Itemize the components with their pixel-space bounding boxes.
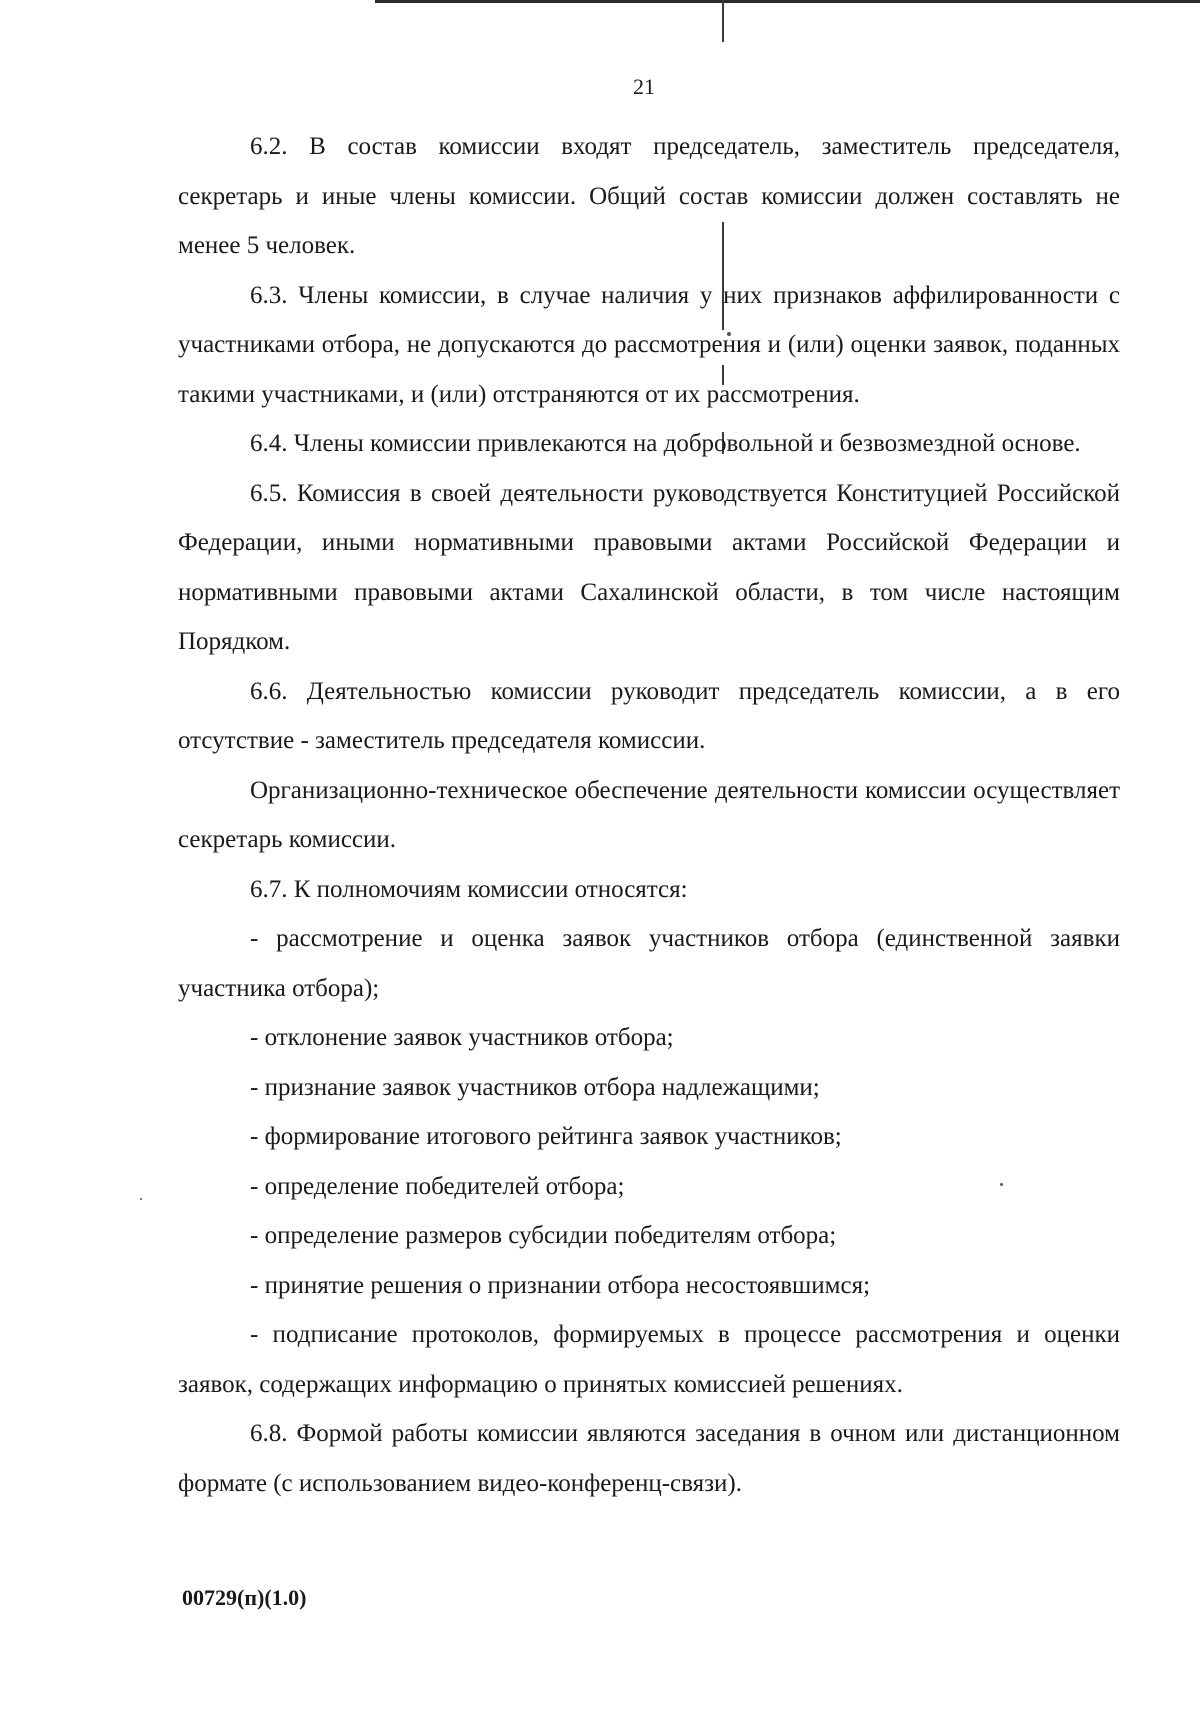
list-item: - признание заявок участников отбора надлежащими; — [250, 1073, 820, 1101]
list-item: - рассмотрение и оценка заявок участников отбора (единственной заявки участника отбора); — [178, 925, 1120, 1002]
paragraph-6-6-secretary: Организационно-техническое обеспечение деятельности комиссии осуществляет секретарь комиссии. — [178, 776, 1120, 853]
paragraph-6-5: 6.5. Комиссия в своей деятельности руководствуется Конституцией Российской Федерации, иными нормативными правовыми актами Российской Федерации и нормативными правовыми актами Сахалинской области, в том числе настоящим Порядком. — [178, 479, 1120, 655]
list-item: - определение победителей отбора; — [250, 1172, 625, 1200]
paragraph-6-4: 6.4. Члены комиссии привлекаются на добровольной и безвозмездной основе. — [250, 430, 1081, 457]
paragraph-6-6: 6.6. Деятельностью комиссии руководит председатель комиссии, а в его отсутствие - заместитель председателя комиссии. — [178, 677, 1120, 754]
list-item: - отклонение заявок участников отбора; — [250, 1024, 674, 1051]
paragraph-6-2: 6.2. В состав комиссии входят председатель, заместитель председателя, секретарь и иные члены комиссии. Общий состав комиссии должен составлять не менее 5 человек. — [178, 133, 1120, 259]
scan-artifact-line — [722, 0, 724, 42]
paragraph-6-7: 6.7. К полномочиям комиссии относятся: — [250, 875, 688, 903]
list-item: - принятие решения о признании отбора несостоявшимся; — [250, 1271, 871, 1299]
list-item: - формирование итогового рейтинга заявок участников; — [250, 1123, 842, 1150]
top-border-rule — [375, 0, 1200, 3]
scan-speck — [140, 1198, 142, 1200]
page-number: 21 — [633, 74, 655, 99]
document-body — [178, 122, 1120, 1508]
paragraph-6-8: 6.8. Формой работы комиссии являются заседания в очном или дистанционном формате (с использованием видео-конференц-связи). — [178, 1420, 1120, 1497]
paragraph-6-3: 6.3. Члены комиссии, в случае наличия у них признаков аффилированности с участниками отбора, не допускаются до рассмотрения и (или) оценки заявок, поданных такими участниками, и (или) отстраняются от их рассмотрения. — [178, 281, 1120, 408]
list-item: - определение размеров субсидии победителям отбора; — [250, 1222, 837, 1249]
document-code: 00729(п)(1.0) — [182, 1585, 307, 1610]
list-item: - подписание протоколов, формируемых в процессе рассмотрения и оценки заявок, содержащих информацию о принятых комиссией решениях. — [178, 1321, 1120, 1398]
